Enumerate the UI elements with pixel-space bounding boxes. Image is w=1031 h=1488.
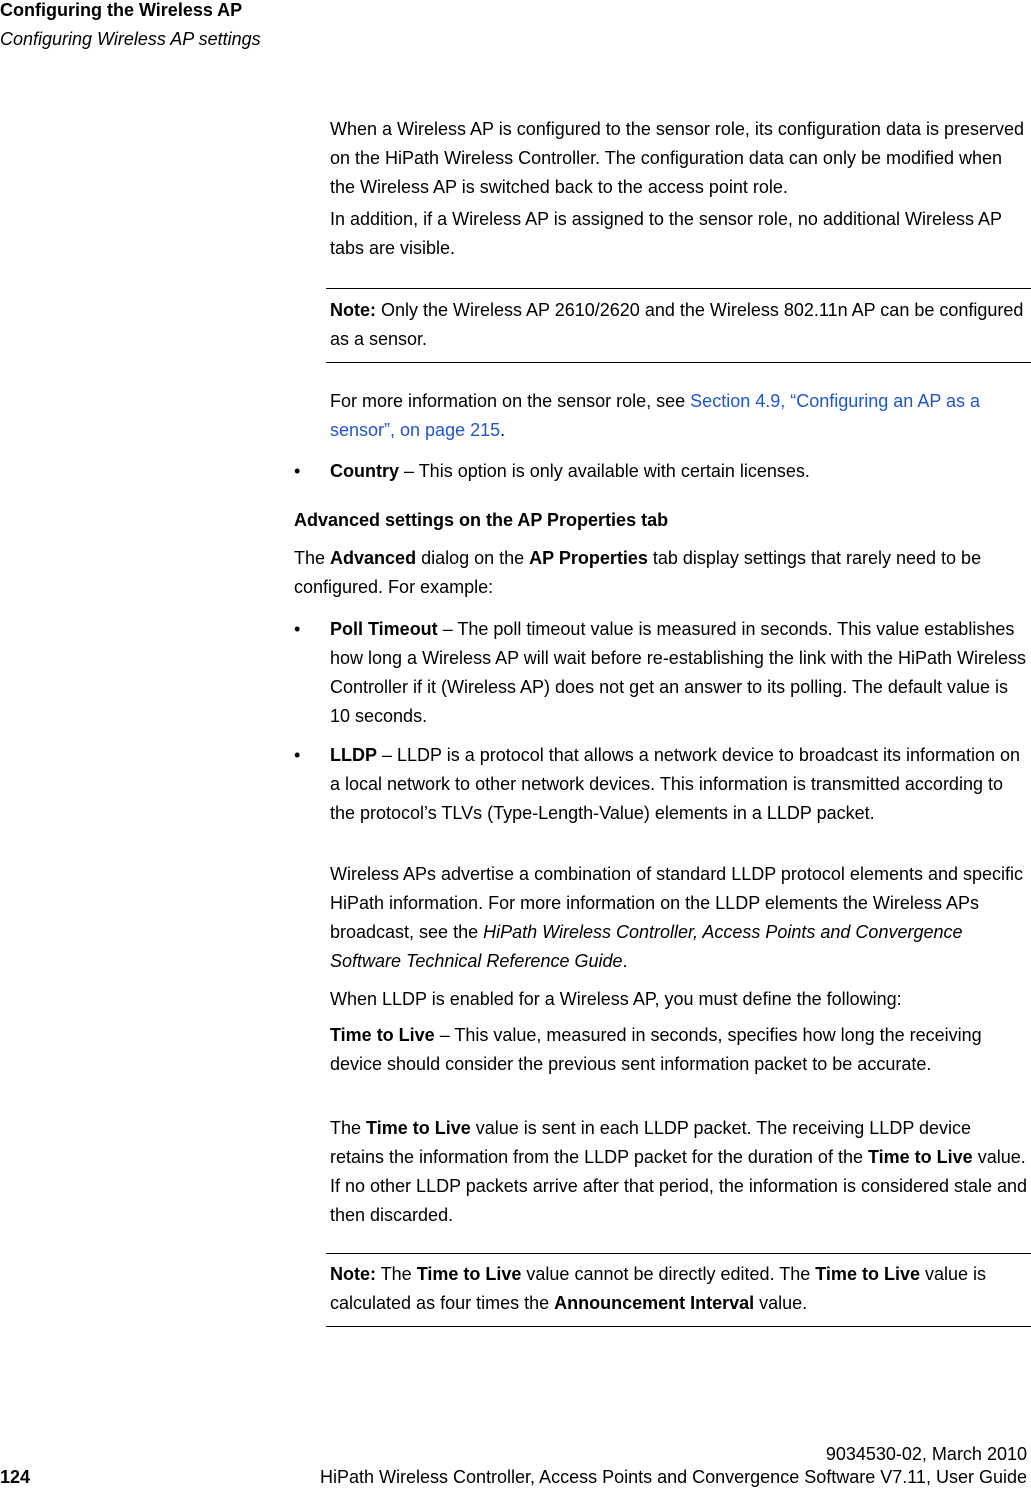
poll-timeout-term: Poll Timeout xyxy=(330,619,438,639)
ttl-term: Time to Live xyxy=(330,1025,435,1045)
poll-timeout-text: – The poll timeout value is measured in seconds. This value establishes how long a Wireless AP will wait before re-establishing the link with the HiPath Wireless Controller if it (Wireless AP) does not get an answer to its polling. The default value is 10 seconds. xyxy=(330,619,1026,726)
ttl-text: – This value, measured in seconds, specifies how long the receiving device should consider the previous sent information packet to be accurate. xyxy=(330,1025,982,1074)
chapter-title: Configuring the Wireless AP xyxy=(0,0,243,20)
note2-text-4: value. xyxy=(754,1293,808,1313)
lldp-adv-text-2: . xyxy=(622,951,628,971)
note-sensor xyxy=(330,296,1030,354)
note2-text-2: value cannot be directly edited. The xyxy=(521,1264,816,1284)
note2-rule-top xyxy=(326,1253,1031,1254)
paragraph-advanced-intro xyxy=(294,544,1030,602)
ttl2-text-1: The xyxy=(330,1118,367,1138)
note-rule-top xyxy=(326,288,1031,289)
bullet-poll-timeout: • xyxy=(294,619,301,639)
section-title: Configuring Wireless AP settings xyxy=(0,29,261,49)
country-term: Country xyxy=(330,461,399,481)
more-info-suffix: . xyxy=(500,420,506,440)
note-text: Only the Wireless AP 2610/2620 and the Wireless 802.11n AP can be configured as a sensor. xyxy=(330,300,1024,349)
note2-label: Note: xyxy=(330,1264,376,1284)
bullet-country: • xyxy=(294,461,301,481)
paragraph-ttl-packet xyxy=(330,1114,1030,1230)
note2-text-3: value is calculated as four times the xyxy=(330,1264,987,1313)
adv-intro-bold-advanced: Advanced xyxy=(330,548,417,568)
lldp-term: LLDP xyxy=(330,745,377,765)
paragraph-time-to-live xyxy=(330,1021,1030,1079)
section-4-9-link[interactable]: Section 4.9, “Configuring an AP as a sensor”, on page 215 xyxy=(330,391,981,440)
ttl2-text-2: value is sent in each LLDP packet. The receiving LLDP device retains the information from the LLDP packet for the duration of the xyxy=(330,1118,972,1167)
note2-rule-bottom xyxy=(326,1326,1031,1327)
note2-bold-2: Time to Live xyxy=(815,1264,920,1284)
reference-guide-title: HiPath Wireless Controller, Access Points and Convergence Software Technical Reference Guide xyxy=(330,922,963,971)
ttl2-bold-1: Time to Live xyxy=(366,1118,471,1138)
ttl2-text-3: value. If no other LLDP packets arrive after that period, the information is considered stale and then discarded. xyxy=(330,1147,1028,1225)
paragraph-lldp-enabled: When LLDP is enabled for a Wireless AP, you must define the following: xyxy=(330,989,902,1009)
note2-text-1: The xyxy=(376,1264,417,1284)
lldp-text: – LLDP is a protocol that allows a network device to broadcast its information on a local network to other network devices. This information is transmitted according to the protocol’s TLVs (Type-Length-Value) elements in a LLDP packet. xyxy=(330,745,1021,823)
adv-intro-bold-ap-properties: AP Properties xyxy=(529,548,648,568)
note-rule-bottom xyxy=(326,362,1031,363)
paragraph-lldp-advertise xyxy=(330,860,1030,976)
advanced-settings-heading: Advanced settings on the AP Properties tab xyxy=(294,510,669,530)
paragraph-sensor-tabs: In addition, if a Wireless AP is assigned to the sensor role, no additional Wireless AP tabs are visible. xyxy=(330,209,1002,258)
footer-guide-title: HiPath Wireless Controller, Access Points and Convergence Software V7.11, User Guide xyxy=(319,1467,1027,1487)
lldp-adv-text-1: Wireless APs advertise a combination of standard LLDP protocol elements and specific HiPath information. For more information on the LLDP elements the Wireless APs broadcast, see the xyxy=(330,864,1024,942)
note-label: Note: xyxy=(330,300,376,320)
adv-intro-text-2: dialog on the xyxy=(416,548,530,568)
footer-page-number: 124 xyxy=(0,1467,31,1487)
adv-intro-text-1: The xyxy=(294,548,331,568)
footer-doc-number: 9034530-02, March 2010 xyxy=(825,1444,1027,1464)
note2-bold-3: Announcement Interval xyxy=(554,1293,755,1313)
item-poll-timeout xyxy=(330,615,1030,731)
note-time-to-live xyxy=(330,1260,1030,1318)
item-lldp xyxy=(330,741,1030,828)
adv-intro-text-3: tab display settings that rarely need to be configured. For example: xyxy=(294,548,982,597)
paragraph-more-info xyxy=(330,387,1030,445)
country-text: – This option is only available with certain licenses. xyxy=(399,461,810,481)
ttl2-bold-2: Time to Live xyxy=(867,1147,973,1167)
note2-bold-1: Time to Live xyxy=(416,1264,522,1284)
item-country xyxy=(330,457,1030,486)
more-info-prefix: For more information on the sensor role, see xyxy=(330,391,691,411)
paragraph-sensor-config: When a Wireless AP is configured to the sensor role, its configuration data is preserved on the HiPath Wireless Controller. The configuration data can only be modified when the Wireless AP is switched back to the access point role. xyxy=(330,119,1025,197)
bullet-lldp: • xyxy=(294,745,301,765)
